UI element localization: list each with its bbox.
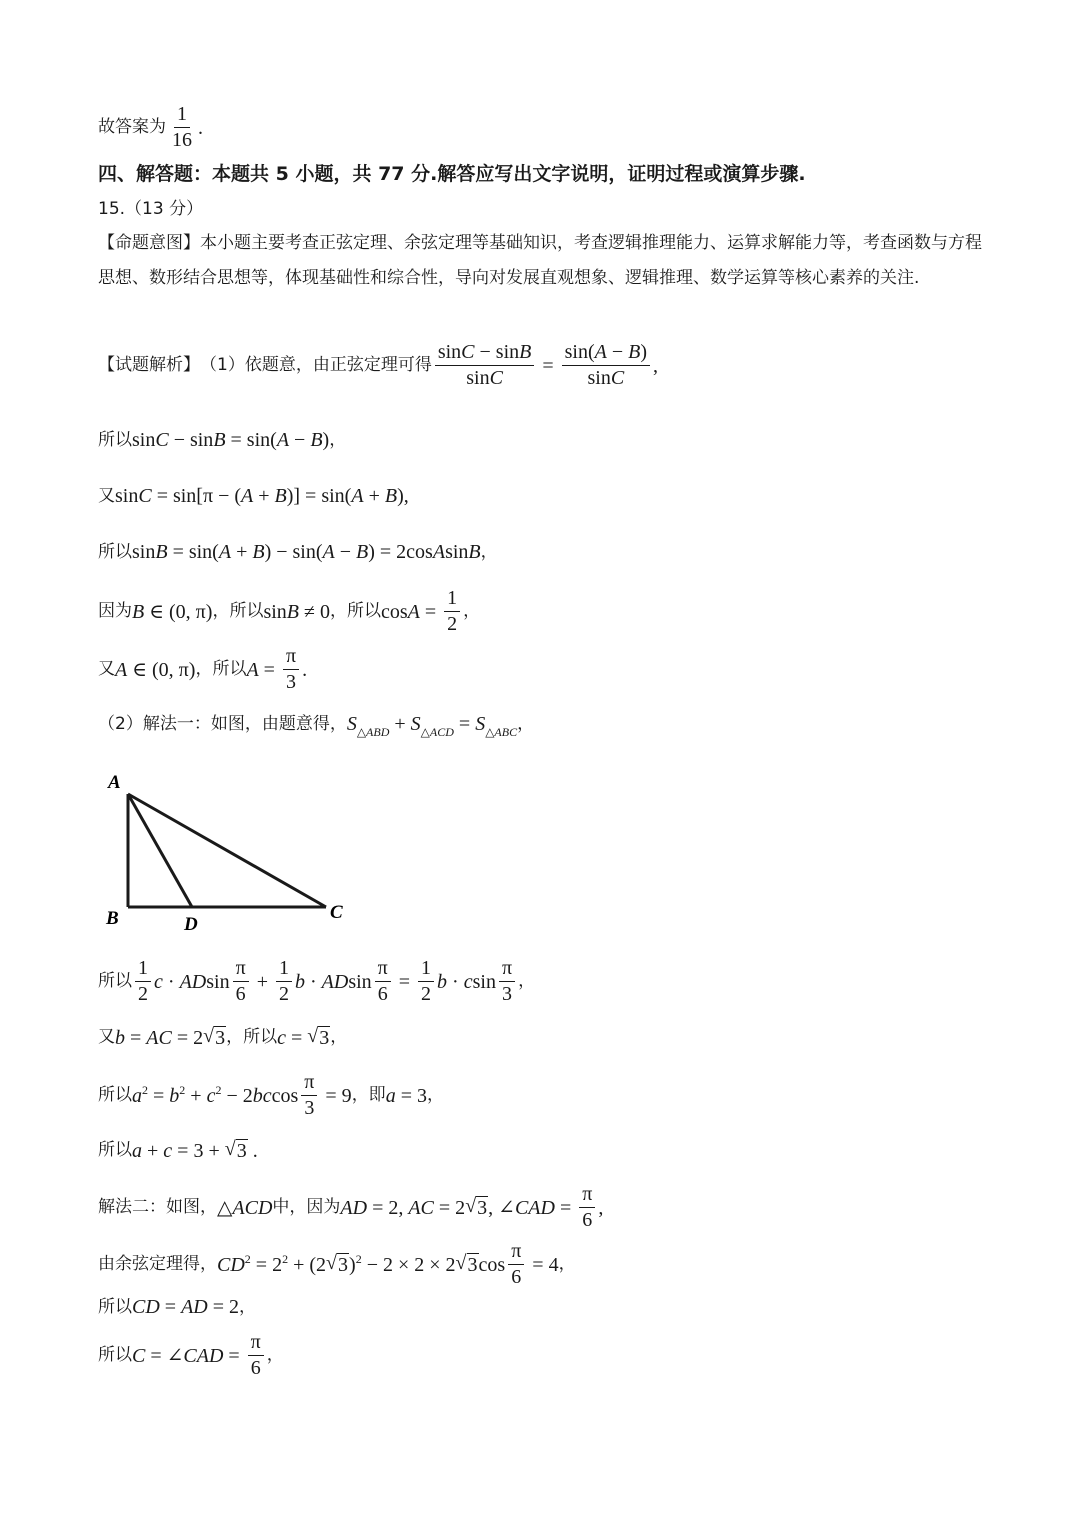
answer-line: 故答案为 $\frac{1}{16}$ . bbox=[98, 103, 203, 151]
method2-line: 解法二：如图， △ACD 中，因为 AD = 2, AC = 2 √ 3 , ∠CAD = $\frac{\pi}{6}$ , bbox=[98, 1183, 604, 1231]
problem-number: 15.（13 分） bbox=[98, 199, 204, 219]
analysis-line: 【试题解析】 （1）依题意，由正弦定理可得 $\frac{\sin C - \sin B}{\sin C}$ = $\frac{\sin(A - B)}{\sin C}$ , bbox=[98, 341, 659, 389]
label-D: D bbox=[184, 914, 198, 935]
section-heading: 四、解答题：本题共 5 小题，共 77 分.解答应写出文字说明，证明过程或演算步骤. bbox=[98, 163, 806, 185]
equation-line-4: 因为 B ∈ (0, π) ，所以 sinB ≠ 0 ，所以 cosA = $\frac{1}{2}$ ， bbox=[98, 587, 481, 635]
equation-line-7: 又 b = AC = 2 √ 3 ，所以 c = √ 3 ， bbox=[98, 1025, 348, 1049]
equation-line-5: 又 A ∈ (0, π) ，所以 A = $\frac{\pi}{3}$ . bbox=[98, 645, 308, 693]
equation-line-6: 所以 $\frac{1}{2}$ c · ADsin $\frac{\pi}{6}$ + $\frac{1}{2}$ b · ADsin $\frac{\pi}{6}$ = $\frac{1}{2}$ b · csin $\frac{\pi}{3}$ ， bbox=[98, 957, 536, 1005]
equation-line-2: 又 sinC = sin[π − (A + B)] = sin(A + B), bbox=[98, 485, 409, 507]
fraction-pi-third: $\frac{\pi}{3}$ bbox=[283, 646, 299, 693]
part2-line: （2）解法一：如图，由题意得， $S_{\triangle ABD} + S_{\triangle ACD} = S_{\triangle ABC}$ ， bbox=[98, 713, 535, 739]
label-B: B bbox=[106, 908, 119, 929]
intent-text: 本小题主要考查正弦定理、余弦定理等基础知识，考查逻辑推理能力、运算求解能力等，考查函数与方程思想、数形结合思想等，体现基础性和综合性，导向对发展直观想象、逻辑推理、数学运算等核心素养的关注. bbox=[98, 233, 982, 288]
equation-line-9: 所以 a + c = 3 + √ 3 . bbox=[98, 1138, 258, 1162]
equation-line-11: 所以 CD = AD = 2 ， bbox=[98, 1296, 257, 1318]
triangle-figure bbox=[100, 768, 360, 938]
intent-paragraph bbox=[98, 226, 988, 296]
label-C: C bbox=[330, 902, 343, 923]
answer-fraction: $\frac{1}{16}$ bbox=[172, 103, 192, 151]
segment-AC bbox=[128, 794, 326, 907]
equation-line-1: 所以 sinC − sinB = sin(A − B) ， bbox=[98, 429, 347, 451]
equation-line-3: 所以 sinB = sin(A + B) − sin(A − B) = 2cosAsinB ， bbox=[98, 541, 498, 563]
answer-prefix: 故答案为 bbox=[98, 117, 166, 137]
equation-fraction-left: $\frac{\sin C - \sin B}{\sin C}$ bbox=[435, 342, 535, 389]
equation-fraction-right: $\frac{\sin(A - B)}{\sin C}$ bbox=[562, 342, 650, 389]
part1-intro: （1）依题意，由正弦定理可得 bbox=[200, 355, 432, 375]
label-A: A bbox=[108, 772, 121, 793]
analysis-label: 【试题解析】 bbox=[98, 355, 200, 375]
intent-label: 【命题意图】 bbox=[98, 233, 200, 253]
equation-line-8: 所以 $a^2 = b^2 + c^2 - 2bccos$ $\frac{\pi}{3}$ = 9 ，即 a = 3 ， bbox=[98, 1071, 444, 1119]
equation-line-10: 由余弦定理得， $CD^2 = 2^2 + (2$ √ 3 )$^2$ − 2 × 2 × 2 √ 3 cos $\frac{\pi}{6}$ = 4 ， bbox=[98, 1240, 576, 1288]
equation-line-12: 所以 C = ∠CAD = $\frac{\pi}{6}$ ， bbox=[98, 1331, 284, 1379]
fraction-half: $\frac{1}{2}$ bbox=[444, 588, 460, 635]
